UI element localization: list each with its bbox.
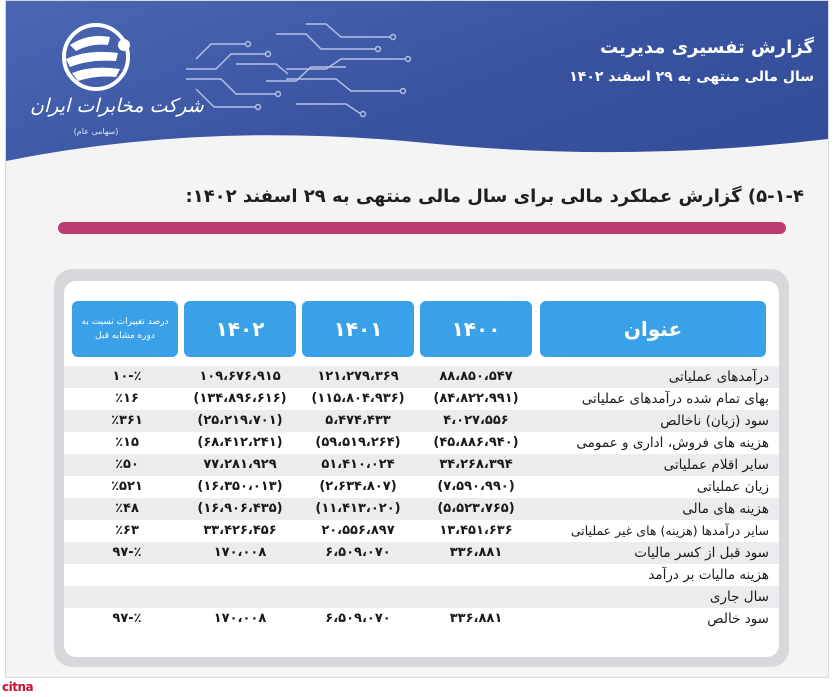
table-row [64,366,779,388]
cell-1402 [184,586,296,608]
cell-1402: (۶۸،۴۱۲،۲۴۱) [197,435,283,450]
header-change-percent-column: درصد تغییرات نسبت به دوره مشابه قبل [72,301,178,357]
logo-subtext: (سهامی عام) [73,127,119,136]
circuit-decoration-icon [176,19,421,119]
cell-1402: ۷۷،۲۸۱،۹۲۹ [203,457,277,472]
cell-1401: ۶،۵۰۹،۰۷۰ [325,611,391,626]
table-row [64,520,779,542]
cell-change-percent: ٪۶۳ [115,523,139,538]
table-body [64,366,779,630]
cell-1401: (۱۱،۴۱۳،۰۲۰) [315,501,401,516]
row-title: هزینه های فروش، اداری و عمومی [576,435,769,451]
cell-1401: (۲،۶۳۴،۸۰۷) [319,479,397,494]
table-row [64,498,779,520]
table-row [64,608,779,630]
cell-change-percent: ٪۵۰ [115,457,139,472]
cell-change-percent [72,564,182,586]
cell-1400: ۳۳۶،۸۸۱ [449,611,503,626]
header-1402-column: ۱۴۰۲ [184,301,296,357]
header-1401-column: ۱۴۰۱ [302,301,414,357]
cell-change-percent: ٪۵۲۱ [111,479,143,494]
cell-1402: (۲۵،۲۱۹،۷۰۱) [197,413,283,428]
row-title: سال جاری [709,589,769,605]
cell-1400: (۵،۵۲۳،۷۶۵) [437,501,515,516]
section-divider [58,222,786,234]
row-title: درآمدهای عملیاتی [668,369,769,385]
cell-change-percent: ٪۳۶۱ [111,413,143,428]
cell-1401: (۵۹،۵۱۹،۲۶۴) [315,435,401,450]
cell-1400: ۸۸،۸۵۰،۵۴۷ [439,369,513,384]
report-header [6,1,828,161]
cell-1402: (۱۶،۹۰۶،۴۳۵) [197,501,283,516]
cell-1402: ۱۰۹،۶۷۶،۹۱۵ [199,369,281,384]
table-row [64,410,779,432]
row-title: سایر اقلام عملیاتی [663,457,769,473]
row-title: سود خالص [707,611,769,627]
cell-1401 [302,586,414,608]
cell-1401 [302,564,414,586]
report-page [5,0,829,678]
row-title: هزینه مالیات بر درآمد [648,567,769,583]
table-row [64,564,779,586]
cell-change-percent: ٪۴۸ [115,501,139,516]
cell-1400 [420,586,532,608]
row-title: سایر درآمدها (هزینه) های غیر عملیاتی [570,523,769,538]
cell-change-percent: ٪-۹۷ [112,545,142,560]
table-row [64,476,779,498]
report-title: گزارش تفسیری مدیریت [600,37,814,58]
citna-watermark: citna [2,680,34,694]
row-title: زیان عملیاتی [696,479,769,495]
table-row [64,542,779,564]
financial-table-card [54,269,789,667]
row-title: سود قبل از کسر مالیات [634,545,769,561]
tci-emblem-icon [26,15,166,95]
cell-1400: ۱۳،۴۵۱،۶۳۶ [439,523,513,538]
section-title: ۵-۱-۴) گزارش عملکرد مالی برای سال مالی منتهی به ۲۹ اسفند ۱۴۰۲: [185,186,804,207]
cell-1401: ۶،۵۰۹،۰۷۰ [325,545,391,560]
cell-1402: (۱۳۴،۸۹۶،۶۱۶) [193,391,287,406]
cell-change-percent: ٪-۱۰ [112,369,142,384]
cell-1401: ۲۰،۵۵۶،۸۹۷ [321,523,395,538]
cell-1400: (۸۴،۸۲۲،۹۹۱) [433,391,519,406]
row-title: سود (زیان) ناخالص [660,413,769,429]
table-row [64,388,779,410]
cell-1401: (۱۱۵،۸۰۴،۹۳۶) [311,391,405,406]
cell-1400: ۳۴،۲۶۸،۳۹۴ [439,457,513,472]
table-row [64,586,779,608]
cell-1400: ۳۳۶،۸۸۱ [449,545,503,560]
header-wave-decoration [6,121,828,181]
cell-change-percent: ٪۱۶ [115,391,139,406]
cell-1400: ۴،۰۲۷،۵۵۶ [443,413,509,428]
cell-1400: (۷،۵۹۰،۹۹۰) [437,479,515,494]
financial-table [64,281,779,657]
cell-1402: (۱۶،۳۵۰،۰۱۳) [197,479,283,494]
cell-1400: (۴۵،۸۸۶،۹۴۰) [433,435,519,450]
row-title: هزینه های مالی [682,501,769,517]
cell-1401: ۵۱،۴۱۰،۰۲۴ [321,457,395,472]
cell-change-percent: ٪۱۵ [115,435,139,450]
cell-change-percent: ٪-۹۷ [112,611,142,626]
header-1400-column: ۱۴۰۰ [420,301,532,357]
cell-1400 [420,564,532,586]
table-row [64,432,779,454]
cell-1402 [184,564,296,586]
report-subtitle: سال مالی منتهی به ۲۹ اسفند ۱۴۰۲ [569,69,814,85]
cell-1401: ۱۲۱،۲۷۹،۳۶۹ [317,369,399,384]
cell-1402: ۱۷۰،۰۰۸ [213,611,267,626]
cell-1401: ۵،۴۷۴،۴۳۳ [325,413,391,428]
cell-1402: ۳۳،۴۲۶،۴۵۶ [203,523,277,538]
row-title: بهای تمام شده درآمدهای عملیاتی [581,391,769,407]
header-title-column: عنوان [540,301,766,357]
logo-wordmark: شرکت مخابرات ایران [30,95,204,117]
table-row [64,454,779,476]
cell-change-percent [72,586,182,608]
cell-1402: ۱۷۰،۰۰۸ [213,545,267,560]
